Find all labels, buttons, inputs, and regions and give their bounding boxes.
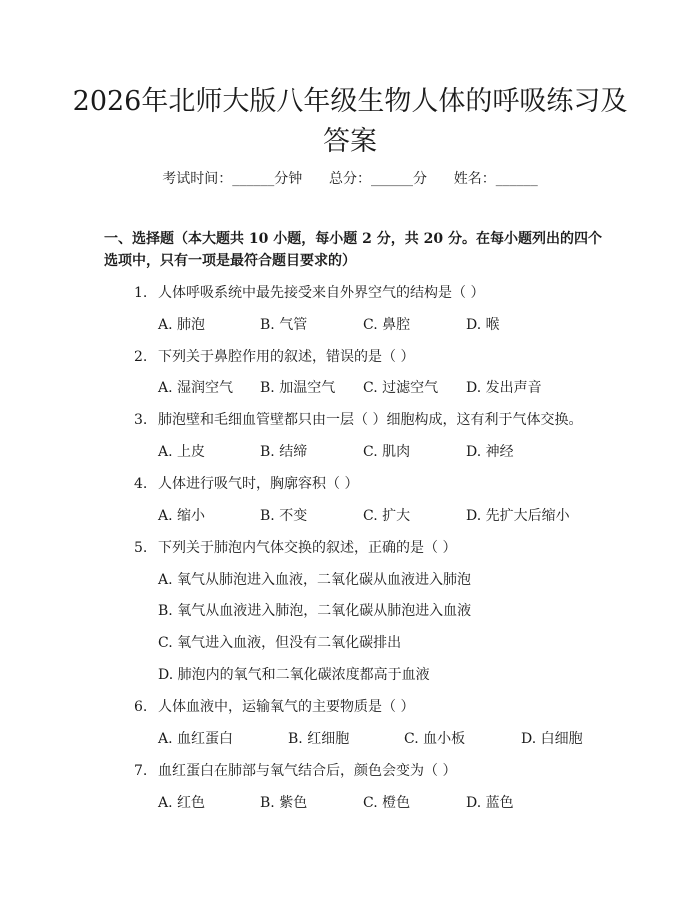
question-text: 人体呼吸系统中最先接受来自外界空气的结构是（ ） [158,285,485,301]
option-c: C. 鼻腔 [363,317,411,333]
question-2 [134,346,414,366]
time-blank: ______ [232,171,275,187]
question-number: 3. [134,412,148,428]
question-4 [134,473,358,493]
option-b: B. 红细胞 [288,731,350,747]
option-a: A. 红色 [158,795,206,811]
option-d: D. 白细胞 [521,731,583,747]
question-1 [134,282,484,302]
question-number: 6. [134,699,148,715]
option-d: D. 肺泡内的氧气和二氧化碳浓度都高于血液 [158,667,430,683]
option-a: A. 氧气从肺泡进入血液，二氧化碳从血液进入肺泡 [158,572,472,588]
question-text: 下列关于鼻腔作用的叙述，错误的是（ ） [158,349,415,365]
option-a: A. 缩小 [158,508,206,524]
exam-info-line [0,168,700,188]
option-d: D. 喉 [466,317,500,333]
document-title: 2026年北师大版八年级生物人体的呼吸练习及答案 [72,86,628,157]
question-5 [134,537,456,557]
question-text: 下列关于肺泡内气体交换的叙述，正确的是（ ） [158,540,457,556]
score-blank: ______ [371,171,413,187]
question-number: 2. [134,349,148,365]
option-c: C. 过滤空气 [363,380,439,396]
option-b: B. 紫色 [260,795,308,811]
option-c: C. 血小板 [404,731,466,747]
question-text: 血红蛋白在肺部与氧气结合后，颜色会变为（ ） [158,763,457,779]
question-text: 人体进行吸气时，胸廓容积（ ） [158,476,359,492]
score-unit: 分 [413,171,427,187]
question-number: 7. [134,763,148,779]
option-a: A. 血红蛋白 [158,731,234,747]
name-label: 姓名： [453,171,496,187]
option-b: B. 加温空气 [260,380,336,396]
option-a: A. 上皮 [158,444,206,460]
question-text: 人体血液中，运输氧气的主要物质是（ ） [158,699,415,715]
question-7 [134,760,456,780]
question-3 [134,409,582,429]
option-d: D. 蓝色 [466,795,514,811]
option-d: D. 神经 [466,444,514,460]
option-c: C. 橙色 [363,795,411,811]
option-c: C. 氧气进入血液，但没有二氧化碳排出 [158,635,402,651]
option-b: B. 气管 [260,317,308,333]
option-b: B. 不变 [260,508,308,524]
option-a: A. 湿润空气 [158,380,234,396]
score-label: 总分： [329,171,371,187]
option-b: B. 结缔 [260,444,308,460]
option-a: A. 肺泡 [158,317,206,333]
question-number: 5. [134,540,148,556]
time-unit: 分钟 [274,171,303,187]
option-d: D. 发出声音 [466,380,542,396]
question-number: 1. [134,285,148,301]
option-b: B. 氧气从血液进入肺泡，二氧化碳从肺泡进入血液 [158,603,472,619]
option-d: D. 先扩大后缩小 [466,508,570,524]
time-label: 考试时间： [162,171,233,187]
section-heading: 一、选择题（本大题共 10 小题，每小题 2 分，共 20 分。在每小题列出的四个选项中，只有一项是最符合题目要求的） [104,231,602,269]
name-blank: ______ [495,171,538,187]
option-c: C. 扩大 [363,508,411,524]
option-c: C. 肌肉 [363,444,411,460]
question-6 [134,696,414,716]
question-number: 4. [134,476,148,492]
question-text: 肺泡壁和毛细血管壁都只由一层（ ）细胞构成，这有利于气体交换。 [158,412,583,428]
